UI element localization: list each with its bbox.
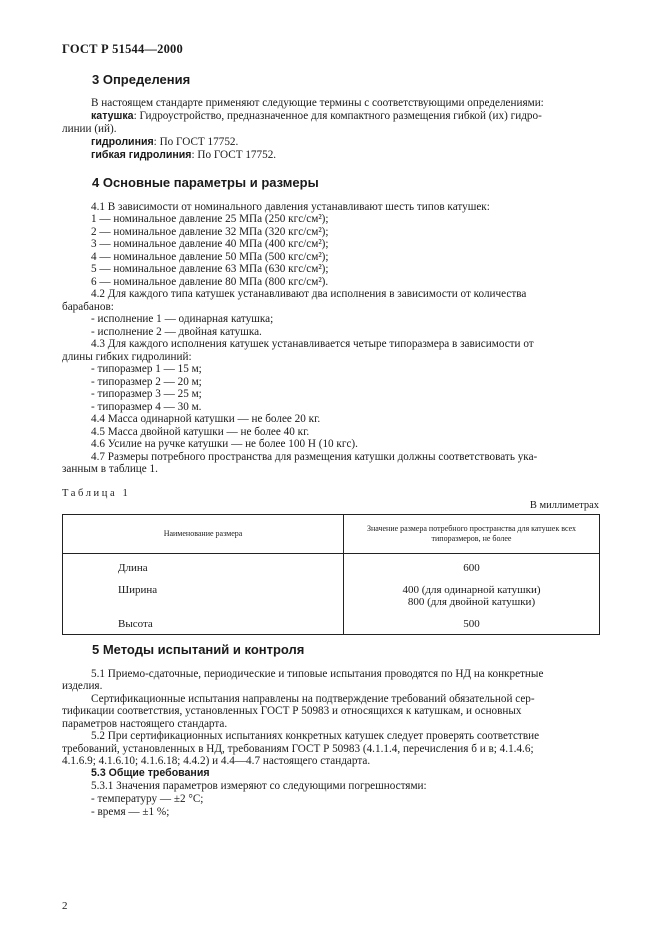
page-number: 2: [62, 900, 68, 912]
text-line: 4.7 Размеры потребного пространства для размещения катушки должны соответствовать ука-: [91, 451, 538, 463]
section-4-title: 4 Основные параметры и размеры: [92, 175, 319, 190]
text-line: 4 — номинальное давление 50 МПа (500 кгс/см²);: [91, 251, 329, 263]
table-cell: 600: [344, 554, 600, 579]
term-label: гидролиния: [91, 136, 154, 148]
table-row: [63, 614, 600, 635]
term-label: катушка: [91, 110, 134, 122]
text-line: - типоразмер 4 — 30 м.: [91, 401, 202, 413]
text-line: 5.2 При сертификационных испытаниях конкретных катушек следует проверять соответствие: [91, 730, 540, 742]
text-line: - время — ±1 %;: [91, 806, 170, 818]
table-header-row: [63, 515, 600, 554]
subsection-title: 5.3 Общие требования: [91, 767, 210, 779]
table-cell: Высота: [63, 614, 344, 635]
text-line: занным в таблице 1.: [62, 463, 158, 475]
table-cell-line: 800 (для двойной катушки): [407, 596, 536, 608]
text-line: 2 — номинальное давление 32 МПа (320 кгс/см²);: [91, 226, 329, 238]
table-header-cell: Наименование размера: [63, 515, 344, 554]
text-line: 4.1.6.9; 4.1.6.10; 4.1.6.18; 4.4.2) и 4.4—4.7 настоящего стандарта.: [62, 755, 371, 767]
text-line: 4.4 Масса одинарной катушки — не более 20 кг.: [91, 413, 321, 425]
term-gibkaya-gidroliniya: [91, 149, 276, 162]
table-cell: Ширина: [63, 578, 344, 614]
text-line: 4.6 Усилие на ручке катушки — не более 100 Н (10 кгс).: [91, 438, 358, 450]
table-cell: 500: [344, 614, 600, 635]
table-unit: В миллиметрах: [529, 500, 599, 511]
term-definition: : Гидроустройство, предназначенное для компактного размещения гибкой (их) гидро-: [133, 110, 542, 122]
text-line: параметров настоящего стандарта.: [62, 718, 228, 730]
text-line: барабанов:: [62, 301, 114, 313]
section-3-title: 3 Определения: [92, 72, 191, 87]
text-line: 3 — номинальное давление 40 МПа (400 кгс/см²);: [91, 238, 329, 250]
text-line: - исполнение 1 — одинарная катушка;: [91, 313, 274, 325]
text-line: - типоразмер 3 — 25 м;: [91, 388, 202, 400]
text-line: - типоразмер 2 — 20 м;: [91, 376, 202, 388]
table-row: [63, 554, 600, 579]
table-row: [63, 578, 600, 614]
text-line: 4.2 Для каждого типа катушек устанавливают два исполнения в зависимости от количества: [91, 288, 527, 300]
section-3-intro: В настоящем стандарте применяют следующие термины с соответствующими определениями:: [91, 97, 544, 109]
text-line: 6 — номинальное давление 80 МПа (800 кгс/см²).: [91, 276, 329, 288]
table-cell: Длина: [63, 554, 344, 579]
text-line: 5 — номинальное давление 63 МПа (630 кгс/см²);: [91, 263, 329, 275]
text-line: - температуру — ±2 °С;: [91, 793, 204, 805]
text-line: 4.5 Масса двойной катушки — не более 40 кг.: [91, 426, 310, 438]
section-5-title: 5 Методы испытаний и контроля: [92, 642, 305, 657]
text-line: 1 — номинальное давление 25 МПа (250 кгс/см²);: [91, 213, 329, 225]
term-katushka: [91, 110, 542, 123]
dimensions-table: [62, 514, 600, 635]
table-header-cell: Значение размера потребного пространства для катушек всех типоразмеров, не более: [344, 515, 600, 554]
text-line: 5.3.1 Значения параметров измеряют со следующими погрешностями:: [91, 780, 427, 792]
table-cell: [344, 578, 600, 614]
text-line: требований, установленных в НД, требованиям ГОСТ Р 50983 (4.1.1.4, перечисления б и в; 4.1.4.6;: [62, 743, 534, 755]
term-definition: : По ГОСТ 17752.: [191, 149, 277, 161]
table-caption: Таблица 1: [62, 488, 131, 499]
text-line: изделия.: [62, 680, 103, 692]
text-line: 4.1 В зависимости от номинального давления устанавливают шесть типов катушек:: [91, 201, 490, 213]
term-definition: : По ГОСТ 17752.: [153, 136, 239, 148]
table-cell-line: 400 (для одинарной катушки): [402, 584, 541, 596]
term-katushka-cont: линии (ий).: [62, 123, 117, 135]
text-line: Сертификационные испытания направлены на подтверждение требований обязательной сер-: [91, 693, 535, 705]
text-line: тификации соответствия, установленных ГОСТ Р 50983 и относящихся к катушкам, и основных: [62, 705, 522, 717]
text-line: 4.3 Для каждого исполнения катушек устанавливается четыре типоразмера в зависимости от: [91, 338, 534, 350]
text-line: длины гибких гидролиний:: [62, 351, 192, 363]
term-gidroliniya: [91, 136, 238, 149]
text-line: - типоразмер 1 — 15 м;: [91, 363, 202, 375]
term-label: гибкая гидролиния: [91, 149, 192, 161]
document-header: ГОСТ Р 51544—2000: [62, 42, 183, 56]
text-line: 5.1 Приемо-сдаточные, периодические и типовые испытания проводятся по НД на конкретные: [91, 668, 544, 680]
text-line: - исполнение 2 — двойная катушка.: [91, 326, 262, 338]
